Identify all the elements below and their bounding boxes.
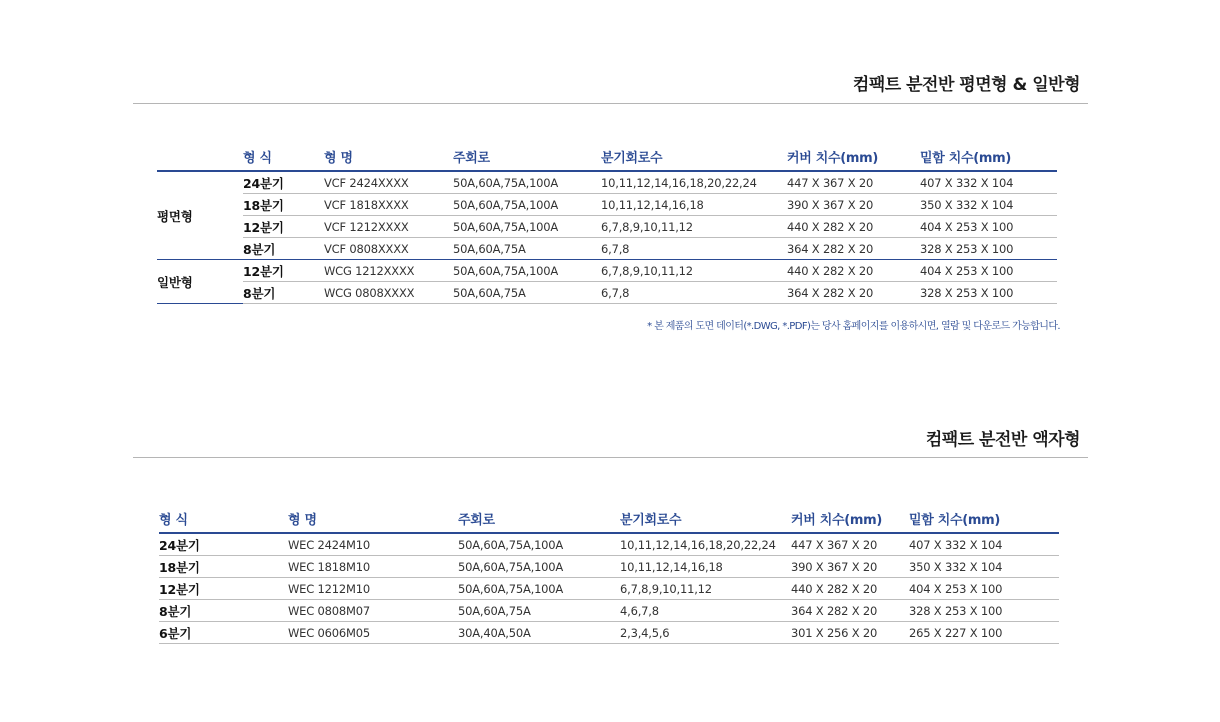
cell-branches: 6,7,8	[601, 282, 787, 304]
cell-model: WCG 0808XXXX	[324, 282, 453, 304]
header-cover-size: 커버 치수(mm)	[791, 504, 909, 533]
cell-main: 50A,60A,75A,100A	[453, 260, 601, 282]
cell-box: 404 X 253 X 100	[920, 260, 1057, 282]
header-type: 형 식	[243, 142, 324, 171]
cell-cover: 364 X 282 X 20	[787, 282, 920, 304]
cell-branches: 6,7,8,9,10,11,12	[601, 260, 787, 282]
cell-box: 404 X 253 X 100	[909, 578, 1059, 600]
header-branch-count: 분기회로수	[601, 142, 787, 171]
header-main-circuit: 주회로	[453, 142, 601, 171]
cell-branches: 10,11,12,14,16,18	[601, 194, 787, 216]
section-divider	[133, 103, 1088, 104]
table-row	[159, 533, 1059, 556]
table-row	[159, 622, 1059, 644]
table-row	[159, 600, 1059, 622]
cell-model: VCF 1818XXXX	[324, 194, 453, 216]
cell-branches: 10,11,12,14,16,18,20,22,24	[601, 171, 787, 194]
cell-model: WEC 1818M10	[288, 556, 458, 578]
cell-box: 350 X 332 X 104	[920, 194, 1057, 216]
cell-model: WEC 2424M10	[288, 533, 458, 556]
cell-size: 12분기	[243, 260, 324, 282]
cell-branches: 4,6,7,8	[620, 600, 791, 622]
group-label-general: 일반형	[157, 260, 243, 304]
table-row	[157, 194, 1057, 216]
cell-size: 24분기	[243, 171, 324, 194]
group-label-flat: 평면형	[157, 171, 243, 260]
cell-box: 328 X 253 X 100	[920, 238, 1057, 260]
cell-box: 265 X 227 X 100	[909, 622, 1059, 644]
header-type: 형 식	[159, 504, 288, 533]
cell-cover: 440 X 282 X 20	[787, 260, 920, 282]
header-box-size: 밑함 치수(mm)	[920, 142, 1057, 171]
cell-main: 50A,60A,75A	[453, 238, 601, 260]
cell-model: VCF 1212XXXX	[324, 216, 453, 238]
cell-box: 350 X 332 X 104	[909, 556, 1059, 578]
table-row	[159, 578, 1059, 600]
cell-main: 50A,60A,75A,100A	[458, 533, 620, 556]
cell-size: 6분기	[159, 622, 288, 644]
cell-cover: 440 X 282 X 20	[787, 216, 920, 238]
cell-box: 407 X 332 X 104	[909, 533, 1059, 556]
cell-size: 8분기	[159, 600, 288, 622]
cell-cover: 447 X 367 X 20	[791, 533, 909, 556]
table-row	[157, 238, 1057, 260]
cell-size: 8분기	[243, 238, 324, 260]
section-title-flat-general: 컴팩트 분전반 평면형 & 일반형	[852, 75, 1080, 95]
cell-branches: 6,7,8,9,10,11,12	[620, 578, 791, 600]
section-divider	[133, 457, 1088, 458]
table-row	[159, 556, 1059, 578]
header-cell-blank	[157, 142, 243, 171]
cell-branches: 10,11,12,14,16,18	[620, 556, 791, 578]
table-row	[157, 216, 1057, 238]
cell-box: 404 X 253 X 100	[920, 216, 1057, 238]
cell-size: 24분기	[159, 533, 288, 556]
cell-main: 50A,60A,75A,100A	[453, 216, 601, 238]
table-row	[157, 171, 1057, 194]
spec-table-frame	[159, 504, 1059, 644]
cell-model: WEC 0606M05	[288, 622, 458, 644]
cell-cover: 447 X 367 X 20	[787, 171, 920, 194]
cell-branches: 6,7,8	[601, 238, 787, 260]
header-cover-size: 커버 치수(mm)	[787, 142, 920, 171]
cell-box: 328 X 253 X 100	[920, 282, 1057, 304]
cell-main: 50A,60A,75A,100A	[458, 556, 620, 578]
cell-cover: 440 X 282 X 20	[791, 578, 909, 600]
cell-main: 50A,60A,75A,100A	[453, 194, 601, 216]
cell-branches: 2,3,4,5,6	[620, 622, 791, 644]
cell-main: 50A,60A,75A,100A	[453, 171, 601, 194]
header-branch-count: 분기회로수	[620, 504, 791, 533]
cell-model: VCF 0808XXXX	[324, 238, 453, 260]
cell-model: WCG 1212XXXX	[324, 260, 453, 282]
table-header-row	[159, 504, 1059, 533]
section-title-frame: 컴팩트 분전반 액자형	[925, 430, 1080, 450]
cell-size: 18분기	[159, 556, 288, 578]
cell-cover: 390 X 367 X 20	[787, 194, 920, 216]
cell-model: WEC 1212M10	[288, 578, 458, 600]
header-main-circuit: 주회로	[458, 504, 620, 533]
cell-branches: 10,11,12,14,16,18,20,22,24	[620, 533, 791, 556]
cell-main: 50A,60A,75A	[458, 600, 620, 622]
cell-size: 18분기	[243, 194, 324, 216]
cell-size: 12분기	[159, 578, 288, 600]
header-model: 형 명	[324, 142, 453, 171]
table-header-row	[157, 142, 1057, 171]
cell-model: VCF 2424XXXX	[324, 171, 453, 194]
cell-cover: 390 X 367 X 20	[791, 556, 909, 578]
cell-branches: 6,7,8,9,10,11,12	[601, 216, 787, 238]
cell-main: 50A,60A,75A	[453, 282, 601, 304]
cell-main: 30A,40A,50A	[458, 622, 620, 644]
cell-cover: 364 X 282 X 20	[791, 600, 909, 622]
table-row	[157, 260, 1057, 282]
cell-cover: 364 X 282 X 20	[787, 238, 920, 260]
cell-size: 8분기	[243, 282, 324, 304]
cell-main: 50A,60A,75A,100A	[458, 578, 620, 600]
cell-box: 407 X 332 X 104	[920, 171, 1057, 194]
cell-box: 328 X 253 X 100	[909, 600, 1059, 622]
download-note: * 본 제품의 도면 데이터(*.DWG, *.PDF)는 당사 홈페이지를 이용하시면, 열람 및 다운로드 가능합니다.	[647, 321, 1060, 332]
spec-table-flat-general	[157, 142, 1057, 304]
cell-cover: 301 X 256 X 20	[791, 622, 909, 644]
table-row	[157, 282, 1057, 304]
cell-model: WEC 0808M07	[288, 600, 458, 622]
header-model: 형 명	[288, 504, 458, 533]
cell-size: 12분기	[243, 216, 324, 238]
header-box-size: 밑함 치수(mm)	[909, 504, 1059, 533]
